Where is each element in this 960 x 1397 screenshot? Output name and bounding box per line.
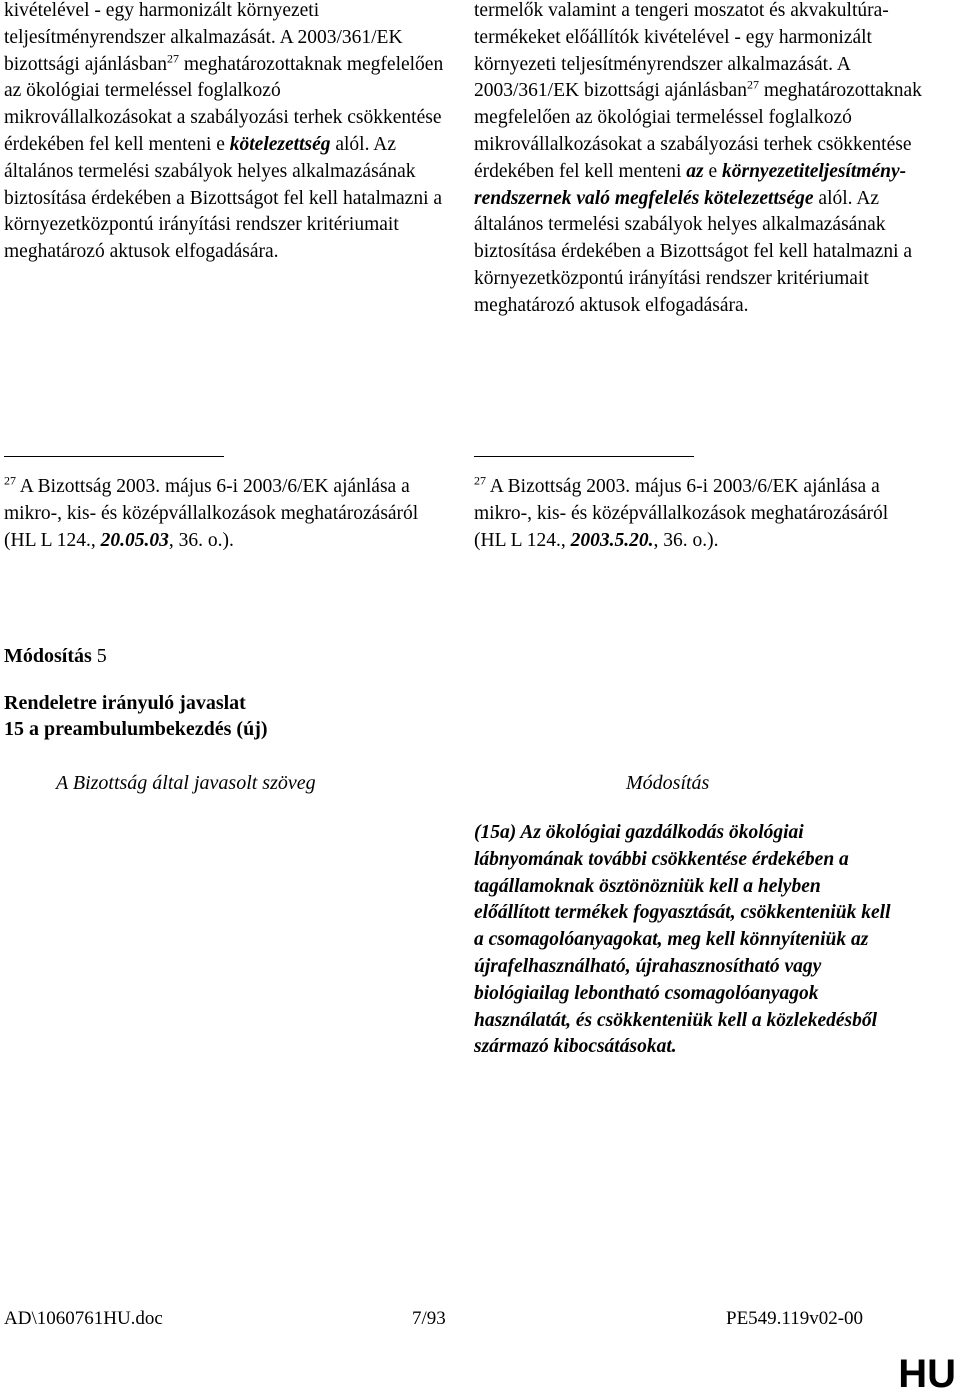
right-paragraph: termelők valamint a tengeri moszatot és akvakultúra-termékeket előállítók kivételével - egy harmonizált környezeti teljesítményrendszer alkalmazását. A 2003/361/EK bizottsági ajánlásban$^{27}$ meghatározottaknak megfelelően az ökológiai termeléssel foglalkozó mikrovállalkozásokat a szabályozási terhek csökkentése érdekében fel kell menteni az e környezetiteljesítmény-rendszernek való megfelelés kötelezettsége alól. Az általános termelési szabályok helyes alkalmazásának biztosítása érdekében a Bizottságot fel kell hatalmazni a környezetközpontú irányítási rendszer kritériumait meghatározó aktusok elfogadására.: [474, 0, 922, 316]
footnote-ref: 27: [746, 77, 759, 92]
column-header-amendment: Módosítás: [626, 772, 710, 794]
proposal-label: Rendeletre irányuló javaslat: [4, 692, 246, 714]
footnote-rule-left: [4, 456, 224, 457]
footnote-ref: 27: [167, 51, 179, 66]
recital-label: 15 a preambulumbekezdés (új): [4, 718, 268, 740]
language-code: HU: [898, 1352, 956, 1396]
emphasis: az: [686, 160, 704, 182]
amendment-title: Módosítás 5: [4, 645, 107, 667]
left-column-text: [4, 0, 444, 266]
footnote-right: $^{27}$ A Bizottság 2003. május 6-i 2003/6/EK ajánlása a mikro-, kis- és középvállalkozások meghatározásáról (HL L 124., 2003.5.20., 36. o.).: [474, 473, 889, 551]
footnote-left: $^{27}$ A Bizottság 2003. május 6-i 2003/6/EK ajánlása a mikro-, kis- és középvállalkozások meghatározásáról (HL L 124., 20.05.03, 36. o.).: [4, 473, 419, 551]
footnote-rule-right: [474, 456, 694, 457]
right-column-text: [474, 0, 924, 320]
left-paragraph: kivételével - egy harmonizált környezeti teljesítményrendszer alkalmazását. A 2003/361/EK bizottsági ajánlásban$^{27}$ meghatározottaknak megfelelően az ökológiai termeléssel foglalkozó mikrovállalkozásokat a szabályozási terhek csökkentése érdekében fel kell menteni e kötelezettség alól. Az általános termelési szabályok helyes alkalmazásának biztosítása érdekében a Bizottságot fel kell hatalmazni a környezetközpontú irányítási rendszer kritériumait meghatározó aktusok elfogadására.: [4, 0, 444, 263]
emphasis: kötelezettség: [229, 133, 331, 155]
column-header-commission: A Bizottság által javasolt szöveg: [56, 772, 316, 794]
footer-doc-id: AD\1060761HU.doc: [4, 1308, 163, 1329]
emphasis: környezetiteljesítmény-rendszernek való megfelelés kötelezettsége: [474, 160, 907, 209]
amendment-text: (15a) Az ökológiai gazdálkodás ökológiai lábnyomának további csökkentése érdekében a tagállamoknak ösztönözniük kell a helyben előállított termékek fogyasztását, csökkenteniük kell a csomagolóanyagokat, meg kell könnyíteniük az újrafelhasználható, újrahasznosítható vagy biológiailag lebontható csomagolóanyagok használatát, és csökkenteniük kell a közlekedésből származó kibocsátásokat.: [474, 822, 891, 1058]
footer-reference: PE549.119v02-00: [726, 1308, 864, 1329]
footer-page-number: 7/93: [412, 1308, 446, 1329]
